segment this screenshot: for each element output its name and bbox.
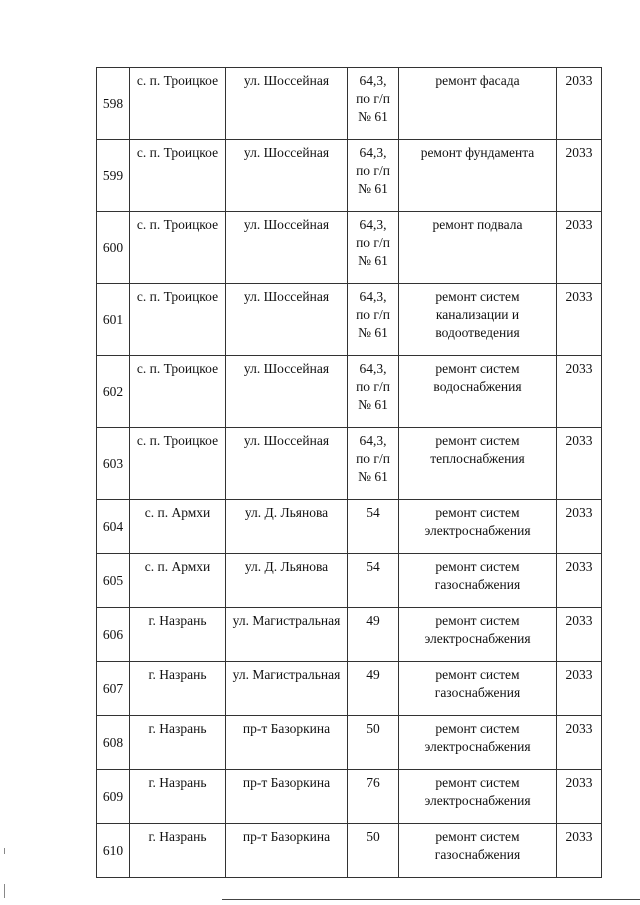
street-text: ул. Шоссейная [243,73,330,88]
house-number-text: 64,3, по г/п № 61 [356,73,390,124]
street-cell [226,140,348,212]
street-cell [226,428,348,500]
year-text: 2033 [565,667,593,682]
work-type-cell [399,500,557,554]
table-row [97,662,602,716]
street-text: ул. Шоссейная [243,289,330,304]
house-number-text: 64,3, по г/п № 61 [356,145,390,196]
year-cell [557,68,602,140]
year-cell [557,824,602,878]
row-number-text: 608 [102,734,124,750]
work-type-cell [399,824,557,878]
year-text: 2033 [565,217,593,232]
locality-text: с. п. Троицкое [136,145,219,160]
house-number-text: 54 [366,559,380,574]
scan-edge-mark [4,884,5,898]
work-type-cell [399,554,557,608]
locality-cell [130,770,226,824]
row-number-text: 603 [102,455,124,471]
work-type-text: ремонт фундамента [420,145,535,160]
table-row [97,428,602,500]
house-number-text: 76 [366,775,380,790]
locality-text: г. Назрань [148,613,207,628]
row-number-text: 599 [102,167,124,183]
row-number-text: 600 [102,239,124,255]
street-text: пр-т Базоркина [242,721,331,736]
table-row [97,608,602,662]
street-cell [226,500,348,554]
work-type-text: ремонт фасада [435,73,520,88]
row-number-cell [97,716,130,770]
year-cell [557,554,602,608]
year-text: 2033 [565,721,593,736]
locality-cell [130,140,226,212]
street-text: ул. Шоссейная [243,361,330,376]
street-cell [226,608,348,662]
row-number-text: 607 [102,680,124,696]
street-cell [226,284,348,356]
year-cell [557,500,602,554]
house-number-cell [348,356,399,428]
locality-cell [130,428,226,500]
house-number-cell [348,500,399,554]
street-text: ул. Магистральная [232,667,341,682]
row-number-text: 601 [102,311,124,327]
house-number-text: 49 [366,667,380,682]
house-number-text: 49 [366,613,380,628]
locality-cell [130,500,226,554]
house-number-text: 54 [366,505,380,520]
locality-text: с. п. Армхи [144,559,211,574]
street-text: ул. Шоссейная [243,217,330,232]
work-type-text: ремонт подвала [432,217,523,232]
work-type-cell [399,716,557,770]
table-row [97,824,602,878]
house-number-cell [348,716,399,770]
year-text: 2033 [565,559,593,574]
work-type-cell [399,608,557,662]
work-type-text: ремонт систем электроснабжения [424,775,531,808]
year-text: 2033 [565,613,593,628]
street-cell [226,662,348,716]
year-cell [557,608,602,662]
row-number-cell [97,554,130,608]
street-text: ул. Д. Льянова [244,505,329,520]
work-type-cell [399,770,557,824]
house-number-cell [348,662,399,716]
locality-text: с. п. Троицкое [136,73,219,88]
row-number-cell [97,500,130,554]
year-cell [557,140,602,212]
street-cell [226,554,348,608]
street-cell [226,212,348,284]
table-row [97,356,602,428]
row-number-text: 610 [102,842,124,858]
locality-text: с. п. Троицкое [136,217,219,232]
locality-text: с. п. Армхи [144,505,211,520]
table-row [97,212,602,284]
locality-text: г. Назрань [148,721,207,736]
locality-cell [130,212,226,284]
year-text: 2033 [565,361,593,376]
year-cell [557,770,602,824]
house-number-cell [348,554,399,608]
row-number-cell [97,428,130,500]
street-cell [226,824,348,878]
house-number-text: 50 [366,721,380,736]
street-text: ул. Д. Льянова [244,559,329,574]
work-type-text: ремонт систем электроснабжения [424,613,531,646]
repair-schedule-table [96,67,602,878]
street-cell [226,716,348,770]
work-type-cell [399,428,557,500]
row-number-text: 606 [102,626,124,642]
work-type-text: ремонт систем газоснабжения [434,667,521,700]
house-number-cell [348,68,399,140]
table-row [97,770,602,824]
street-cell [226,68,348,140]
locality-text: с. п. Троицкое [136,433,219,448]
locality-text: с. п. Троицкое [136,361,219,376]
street-text: ул. Шоссейная [243,145,330,160]
street-cell [226,356,348,428]
work-type-text: ремонт систем водоснабжения [433,361,522,394]
year-cell [557,662,602,716]
work-type-cell [399,662,557,716]
locality-text: г. Назрань [148,667,207,682]
house-number-cell [348,212,399,284]
table-row [97,500,602,554]
table-row [97,554,602,608]
house-number-text: 64,3, по г/п № 61 [356,361,390,412]
row-number-cell [97,140,130,212]
row-number-cell [97,356,130,428]
row-number-text: 598 [102,95,124,111]
street-text: ул. Магистральная [232,613,341,628]
work-type-text: ремонт систем электроснабжения [424,505,531,538]
work-type-cell [399,140,557,212]
year-text: 2033 [565,73,593,88]
row-number-cell [97,68,130,140]
house-number-text: 50 [366,829,380,844]
house-number-text: 64,3, по г/п № 61 [356,433,390,484]
locality-cell [130,716,226,770]
locality-text: с. п. Троицкое [136,289,219,304]
house-number-cell [348,428,399,500]
house-number-cell [348,140,399,212]
year-text: 2033 [565,775,593,790]
row-number-text: 605 [102,572,124,588]
locality-cell [130,824,226,878]
locality-text: г. Назрань [148,829,207,844]
locality-cell [130,284,226,356]
house-number-cell [348,770,399,824]
work-type-text: ремонт систем газоснабжения [434,829,521,862]
locality-cell [130,554,226,608]
row-number-text: 604 [102,518,124,534]
work-type-text: ремонт систем газоснабжения [434,559,521,592]
row-number-text: 602 [102,383,124,399]
year-cell [557,212,602,284]
work-type-cell [399,356,557,428]
row-number-text: 609 [102,788,124,804]
year-cell [557,716,602,770]
house-number-cell [348,608,399,662]
row-number-cell [97,662,130,716]
table-row [97,68,602,140]
house-number-text: 64,3, по г/п № 61 [356,217,390,268]
work-type-text: ремонт систем электроснабжения [424,721,531,754]
work-type-cell [399,212,557,284]
year-text: 2033 [565,829,593,844]
row-number-cell [97,824,130,878]
row-number-cell [97,608,130,662]
year-text: 2033 [565,145,593,160]
year-text: 2033 [565,289,593,304]
house-number-text: 64,3, по г/п № 61 [356,289,390,340]
locality-cell [130,68,226,140]
table-body [97,68,602,878]
year-text: 2033 [565,505,593,520]
year-cell [557,428,602,500]
table-row [97,284,602,356]
year-cell [557,284,602,356]
street-text: пр-т Базоркина [242,829,331,844]
house-number-cell [348,824,399,878]
row-number-cell [97,284,130,356]
locality-cell [130,356,226,428]
street-text: ул. Шоссейная [243,433,330,448]
locality-text: г. Назрань [148,775,207,790]
locality-cell [130,662,226,716]
scan-edge-mark [4,848,5,854]
work-type-text: ремонт систем канализации и водоотведения [435,289,520,340]
table-row [97,140,602,212]
street-cell [226,770,348,824]
work-type-cell [399,284,557,356]
year-cell [557,356,602,428]
work-type-text: ремонт систем теплоснабжения [430,433,525,466]
year-text: 2033 [565,433,593,448]
locality-cell [130,608,226,662]
row-number-cell [97,770,130,824]
work-type-cell [399,68,557,140]
page-bottom-rule [222,899,640,900]
row-number-cell [97,212,130,284]
table-row [97,716,602,770]
street-text: пр-т Базоркина [242,775,331,790]
house-number-cell [348,284,399,356]
